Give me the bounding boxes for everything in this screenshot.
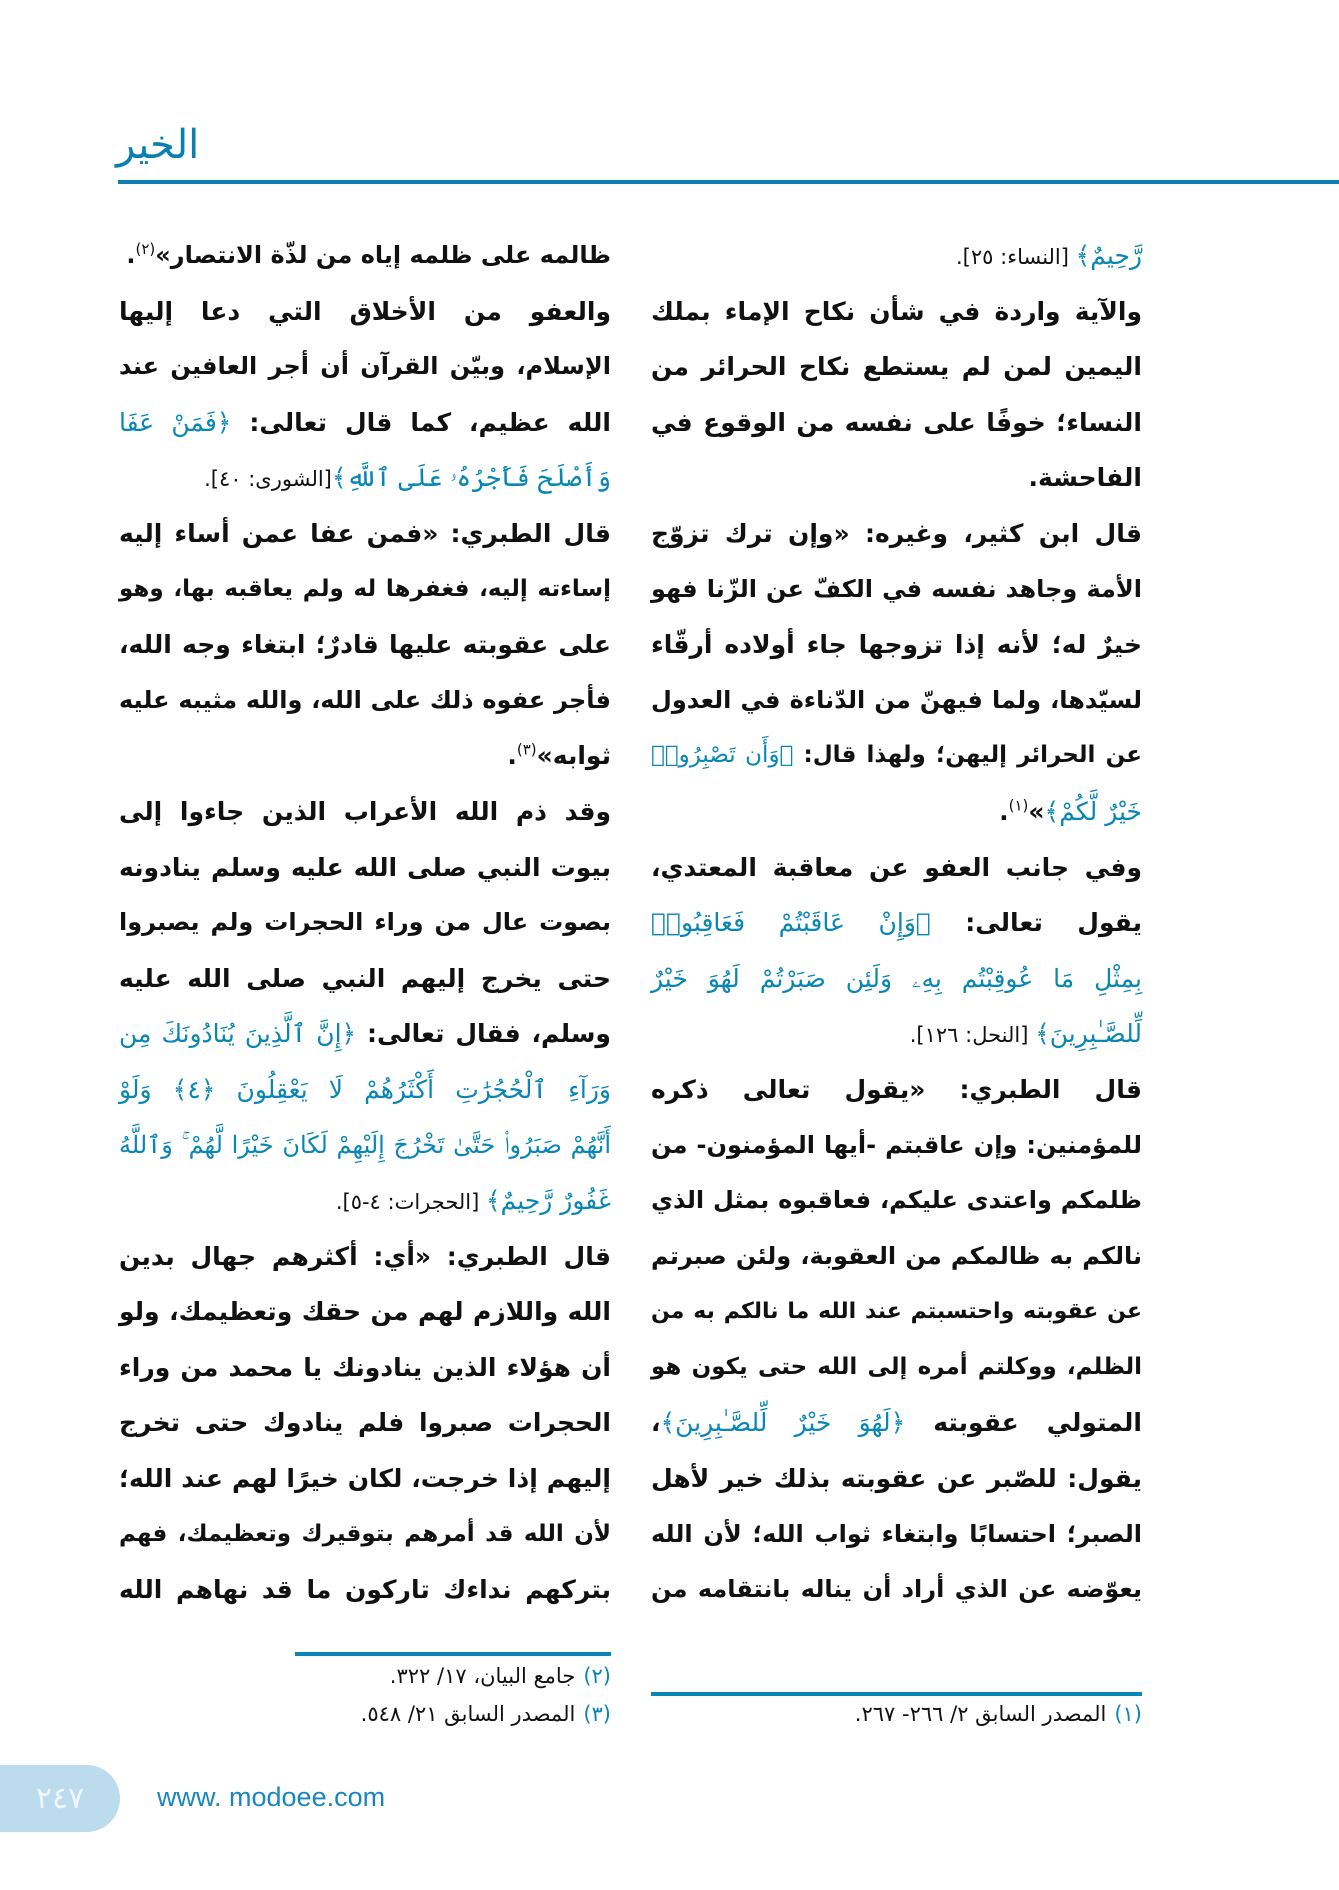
quran-verse: ﴿فَمَنْ عَفَا <box>119 407 232 437</box>
text-segment: إليهم إذا خرجت، لكان خيرًا لهم عند الله؛ <box>119 1464 611 1494</box>
text-line <box>119 506 611 562</box>
text-line <box>119 1229 611 1285</box>
text-segment: الله عظيم، كما قال تعالى: <box>231 407 611 437</box>
text-line <box>119 1451 611 1507</box>
footnote-2 <box>390 1664 611 1688</box>
text-line <box>119 1173 611 1229</box>
website-link[interactable]: www. modoee.com <box>157 1782 386 1812</box>
text-line <box>119 1062 611 1118</box>
text-segment: ، <box>651 1408 661 1438</box>
text-segment: فأجر عفوه ذلك على الله، والله مثيبه عليه <box>119 685 611 714</box>
text-segment: خيرٌ له؛ لأنه إذا تزوجها جاء أولاده أرقّاء <box>651 630 1142 660</box>
footnote-rule-right <box>651 1692 1142 1696</box>
page-number-badge: ٢٤٧ <box>0 1765 120 1832</box>
text-segment: بيوت النبي صلى الله عليه وسلم ينادونه <box>119 852 611 882</box>
text-segment: وفي جانب العفو عن معاقبة المعتدي، <box>651 852 1142 882</box>
text-line <box>119 1006 611 1062</box>
text-line <box>119 617 611 673</box>
footnote-ref: (١) <box>1008 796 1029 815</box>
verse-reference: [الشورى: ٤٠]. <box>204 467 332 492</box>
chapter-title: الخير <box>116 122 200 168</box>
text-segment: اليمين لمن لم يستطع نكاح الحرائر من <box>651 352 1142 382</box>
quran-verse: رَّحِيمٌ﴾ <box>1075 241 1142 270</box>
footnote-ref: (٣) <box>516 741 537 760</box>
text-segment: الله واللازم لهم من حقك وتعظيمك، ولو <box>119 1297 611 1327</box>
footnote-1 <box>855 1702 1142 1726</box>
footnote-number: (١) <box>1114 1702 1142 1726</box>
text-segment: نالكم به ظالمكم من العقوبة، ولئن صبرتم <box>651 1241 1142 1270</box>
quran-verse: بِمِثْلِ مَا عُوقِبْتُم بِهِۦ وَلَئِن صَبَرْتُمْ لَهُوَ خَيْرٌ <box>651 963 1142 993</box>
quran-verse: ﴿وَإِنْ عَاقَبْتُمْ فَعَاقِبُوا۟ <box>651 908 931 938</box>
text-line <box>651 562 1142 618</box>
text-segment: الإسلام، وبيّن القرآن أن أجر العافين عند <box>119 352 611 381</box>
text-segment: قال الطبري: «يقول تعالى ذكره <box>651 1074 1142 1104</box>
text-segment: للمؤمنين: وإن عاقبتم -أيها المؤمنون- من <box>651 1130 1142 1159</box>
text-segment: ظلمكم واعتدى عليكم، فعاقبوه بمثل الذي <box>651 1186 1142 1215</box>
text-line <box>119 895 611 951</box>
footnote-rule-left <box>295 1652 611 1656</box>
text-line <box>651 339 1142 395</box>
verse-reference: [الحجرات: ٤-٥]. <box>335 1190 486 1215</box>
text-line <box>651 506 1142 562</box>
text-line <box>651 840 1142 896</box>
text-segment: يقول: للصّبر عن عقوبته بذلك خير لأهل <box>651 1464 1142 1494</box>
text-line <box>651 1507 1142 1563</box>
footnote-number: (٣) <box>583 1702 611 1726</box>
text-segment: عن الحرائر إليهن؛ ولهذا قال: <box>793 742 1142 769</box>
text-line <box>651 1006 1142 1062</box>
text-line <box>119 395 611 451</box>
quran-verse: وَأَصْلَحَ فَأَجْرُهُۥ عَلَى ٱللَّهِ﴾ <box>331 463 611 493</box>
text-line <box>119 1562 611 1618</box>
text-line <box>651 617 1142 673</box>
text-line <box>119 1395 611 1451</box>
footnote-text: المصدر السابق ٢/ ٢٦٦- ٢٦٧. <box>854 1702 1107 1726</box>
quran-verse: وَرَآءِ ٱلْحُجُرَٰتِ أَكْثَرُهُمْ لَا يَعْقِلُونَ ﴿٤﴾ وَلَوْ <box>119 1074 611 1104</box>
text-segment: قال الطبري: «أي: أكثرهم جهال بدين <box>119 1241 611 1271</box>
text-segment: والآية واردة في شأن نكاح الإماء بملك <box>651 296 1142 326</box>
text-line <box>651 951 1142 1007</box>
quran-verse: أَنَّهُمْ صَبَرُوا۟ حَتَّىٰ تَخْرُجَ إِلَيْهِمْ لَكَانَ خَيْرًا لَّهُمْ ۚ وَٱللَّهُ <box>119 1130 611 1159</box>
text-segment: الحجرات صبروا فلم ينادوك حتى تخرج <box>119 1408 611 1438</box>
text-segment: إساءته إليه، فغفرها له ولم يعاقبه بها، وهو <box>119 575 611 602</box>
text-segment: الصبر؛ احتسابًا وابتغاء ثواب الله؛ لأن الله <box>651 1519 1142 1548</box>
quran-verse: خَيْرٌ لَّكُمْ﴾ <box>1044 796 1142 826</box>
text-line <box>119 228 611 284</box>
text-segment: . <box>999 796 1009 826</box>
quran-verse: غَفُورٌ رَّحِيمٌ﴾ <box>485 1186 611 1216</box>
text-line <box>119 728 611 784</box>
text-line <box>651 450 1142 506</box>
text-segment: ظالمه على ظلمه إياه من لذّة الانتصار» <box>155 241 611 269</box>
text-line <box>651 1062 1142 1118</box>
text-segment: . <box>126 241 136 269</box>
text-segment: الظلم، ووكلتم أمره إلى الله حتى يكون هو <box>651 1353 1142 1380</box>
quran-verse: لِّلصَّـٰبِرِينَ﴾ <box>1035 1019 1142 1049</box>
text-line <box>119 1118 611 1174</box>
text-line <box>651 1173 1142 1229</box>
text-segment: عن عقوبته واحتسبتم عند الله ما نالكم به من <box>651 1299 1142 1325</box>
text-segment: وقد ذم الله الأعراب الذين جاءوا إلى <box>119 796 611 826</box>
text-line <box>651 1562 1142 1618</box>
text-line <box>119 562 611 618</box>
text-line <box>651 728 1142 784</box>
text-segment: لأن الله قد أمرهم بتوقيرك وتعظيمك، فهم <box>119 1520 611 1547</box>
text-line <box>119 284 611 340</box>
text-segment: على عقوبته عليها قادرٌ؛ ابتغاء وجه الله، <box>119 630 611 660</box>
text-line <box>651 1451 1142 1507</box>
footnote-text: المصدر السابق ٢١/ ٥٤٨. <box>360 1702 576 1726</box>
text-line <box>651 1229 1142 1285</box>
text-line <box>651 673 1142 729</box>
verse-reference: [النساء: ٢٥]. <box>956 245 1076 269</box>
text-segment: النساء؛ خوفًا على نفسه من الوقوع في <box>651 407 1142 437</box>
text-segment: يقول تعالى: <box>930 908 1142 938</box>
footnote-number: (٢) <box>583 1664 611 1688</box>
text-line <box>651 228 1142 284</box>
text-segment: بتركهم نداءك تاركون ما قد نهاهم الله <box>119 1575 611 1605</box>
footnote-text: جامع البيان، ١٧/ ٣٢٢. <box>389 1664 576 1688</box>
quran-verse: ﴿وَأَن تَصْبِرُوا۟ <box>651 742 794 769</box>
text-segment: أن هؤلاء الذين ينادونك يا محمد من وراء <box>119 1352 611 1382</box>
verse-reference: [النحل: ١٢٦]. <box>909 1023 1036 1048</box>
text-segment: قال ابن كثير، وغيره: «وإن ترك تزوّج <box>651 518 1142 548</box>
text-line <box>119 840 611 896</box>
text-line <box>651 284 1142 340</box>
left-column <box>119 228 611 1618</box>
text-line <box>651 1118 1142 1174</box>
text-line <box>119 339 611 395</box>
text-line <box>119 673 611 729</box>
text-segment: الأمة وجاهد نفسه في الكفّ عن الزّنا فهو <box>651 574 1142 603</box>
text-line <box>651 1284 1142 1340</box>
text-segment: وسلم، فقال تعالى: <box>356 1019 611 1049</box>
right-column <box>651 228 1142 1618</box>
text-line <box>119 450 611 506</box>
text-segment: يعوّضه عن الذي أراد أن يناله بانتقامه من <box>651 1575 1142 1604</box>
text-line <box>119 784 611 840</box>
text-segment: . <box>507 741 517 771</box>
text-line <box>651 395 1142 451</box>
text-segment: » <box>1028 796 1045 826</box>
text-segment: لسيّدها، ولما فيهنّ من الدّناءة في العدول <box>651 685 1142 714</box>
header-rule <box>118 180 1339 184</box>
text-line <box>119 1507 611 1563</box>
text-segment: ثوابه» <box>536 741 611 771</box>
quran-verse: ﴿إِنَّ ٱلَّذِينَ يُنَادُونَكَ مِن <box>119 1019 357 1049</box>
text-segment: قال الطبري: «فمن عفا عمن أساء إليه <box>119 518 611 548</box>
quran-verse: ﴿لَهُوَ خَيْرٌ لِّلصَّـٰبِرِينَ﴾ <box>660 1408 906 1438</box>
footnote-ref: (٢) <box>135 240 156 258</box>
text-line <box>651 784 1142 840</box>
text-line <box>651 1340 1142 1396</box>
text-line <box>119 951 611 1007</box>
text-segment: المتولي عقوبته <box>905 1408 1143 1438</box>
text-segment: والعفو من الأخلاق التي دعا إليها <box>119 296 611 326</box>
text-line <box>119 1284 611 1340</box>
text-line <box>119 1340 611 1396</box>
text-line <box>651 1395 1142 1451</box>
text-line <box>651 895 1142 951</box>
text-segment: الفاحشة. <box>1028 463 1142 493</box>
text-segment: حتى يخرج إليهم النبي صلى الله عليه <box>119 963 611 993</box>
footnote-3 <box>361 1702 611 1726</box>
text-segment: بصوت عال من وراء الحجرات ولم يصبروا <box>119 908 611 937</box>
